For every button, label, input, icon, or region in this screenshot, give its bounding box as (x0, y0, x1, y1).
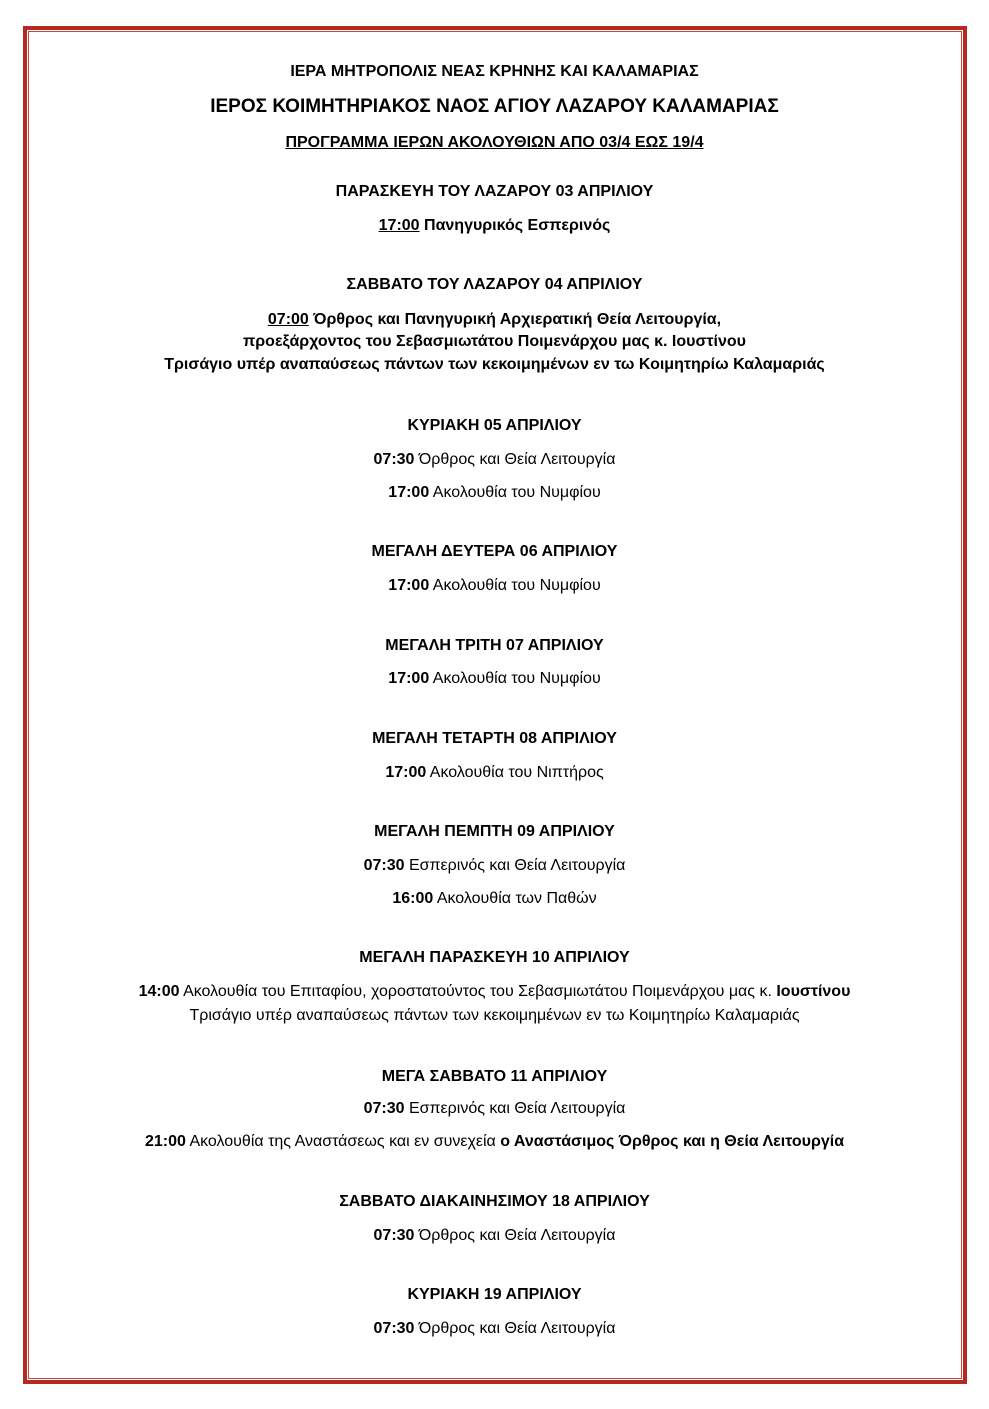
service-time: 17:00 (388, 577, 430, 594)
service-text: Ακολουθία της Αναστάσεως και εν συνεχεία (185, 1133, 501, 1150)
day-title: ΚΥΡΙΑΚΗ 05 ΑΠΡΙΛΙΟΥ (407, 417, 582, 434)
service-text: Όρθρος και Θεία Λειτουργία (414, 1320, 616, 1337)
service-time: 16:00 (392, 890, 434, 907)
service-text: Εσπερινός και Θεία Λειτουργία (404, 1100, 626, 1117)
day-title: ΜΕΓΑΛΗ ΠΕΜΠΤΗ 09 ΑΠΡΙΛΙΟΥ (374, 823, 615, 840)
service-time: 17:00 (385, 764, 427, 781)
day-title: ΜΕΓΑΛΗ ΤΡΙΤΗ 07 ΑΠΡΙΛΙΟΥ (385, 637, 604, 654)
day-title: ΠΑΡΑΣΚΕΥΗ ΤΟΥ ΛΑΖΑΡΟΥ 03 ΑΠΡΙΛΙΟΥ (335, 183, 654, 200)
service-time: 07:30 (363, 857, 405, 874)
service-item (30, 312, 959, 328)
day-title: ΚΥΡΙΑΚΗ 19 ΑΠΡΙΛΙΟΥ (407, 1286, 582, 1303)
service-text: Πανηγυρικός Εσπερινός (419, 217, 611, 234)
day-title: ΣΑΒΒΑΤΟ ΤΟΥ ΛΑΖΑΡΟΥ 04 ΑΠΡΙΛΙΟΥ (346, 276, 643, 293)
service-text: Ακολουθία του Νυμφίου (429, 670, 601, 687)
service-item (30, 452, 959, 468)
service-time: 07:30 (363, 1100, 405, 1117)
day-title: ΜΕΓΑΛΗ ΔΕΥΤΕΡΑ 06 ΑΠΡΙΛΙΟΥ (371, 543, 618, 560)
church-title: ΙΕΡΟΣ ΚΟΙΜΗΤΗΡΙΑΚΟΣ ΝΑΟΣ ΑΓΙΟΥ ΛΑΖΑΡΟΥ ΚΑΛΑΜΑΡΙΑΣ (210, 96, 779, 117)
service-text: Όρθρος και Πανηγυρική Αρχιερατική Θεία Λειτουργία, (308, 311, 722, 328)
service-time: 07:30 (373, 1227, 415, 1244)
schedule-title: ΠΡΟΓΡΑΜΜΑ ΙΕΡΩΝ ΑΚΟΛΟΥΘΙΩΝ ΑΠΟ 03/4 ΕΩΣ 19/4 (285, 134, 704, 151)
service-text-line: Τρισάγιο υπέρ αναπαύσεως πάντων των κεκοιμημένων εν τω Κοιμητηρίω Καλαμαριάς (164, 356, 825, 373)
service-item (30, 858, 959, 874)
service-text: Ακολουθία του Νυμφίου (429, 577, 601, 594)
service-time: 17:00 (378, 217, 420, 234)
day-title: ΜΕΓΑΛΗ ΤΕΤΑΡΤΗ 08 ΑΠΡΙΛΙΟΥ (372, 730, 617, 747)
service-item (30, 578, 959, 594)
service-time: 21:00 (144, 1133, 186, 1150)
service-item (30, 1228, 959, 1244)
service-time: 17:00 (388, 670, 430, 687)
service-text: Εσπερινός και Θεία Λειτουργία (404, 857, 626, 874)
service-text: Ακολουθία του Επιταφίου, χοροστατούντος του Σεβασμιωτάτου Ποιμενάρχου μας κ. (179, 983, 777, 1000)
service-text: Ακολουθία του Νιπτήρος (426, 764, 604, 781)
service-time: 17:00 (388, 484, 430, 501)
service-text-line: Τρισάγιο υπέρ αναπαύσεως πάντων των κεκοιμημένων εν τω Κοιμητηρίω Καλαμαριάς (189, 1007, 800, 1024)
service-item (30, 891, 959, 907)
day-title: ΣΑΒΒΑΤΟ ΔΙΑΚΑΙΝΗΣΙΜΟΥ 18 ΑΠΡΙΛΙΟΥ (339, 1193, 650, 1210)
service-text: Ακολουθία του Νυμφίου (429, 484, 601, 501)
service-item (30, 485, 959, 501)
service-item (30, 1134, 959, 1150)
service-item (30, 218, 959, 234)
service-item (30, 984, 959, 1000)
service-text: Ακολουθία των Παθών (433, 890, 597, 907)
service-text: Όρθρος και Θεία Λειτουργία (414, 451, 616, 468)
service-item (30, 1321, 959, 1337)
service-item (30, 671, 959, 687)
service-text-line: προεξάρχοντος του Σεβασμιωτάτου Ποιμενάρχου μας κ. Ιουστίνου (243, 333, 746, 350)
service-time: 14:00 (138, 983, 180, 1000)
service-item (30, 765, 959, 781)
service-time: 07:30 (373, 1320, 415, 1337)
service-text: Όρθρος και Θεία Λειτουργία (414, 1227, 616, 1244)
day-title: ΜΕΓΑΛΗ ΠΑΡΑΣΚΕΥΗ 10 ΑΠΡΙΛΙΟΥ (359, 949, 630, 966)
service-item (30, 1101, 959, 1117)
service-time: 07:30 (373, 451, 415, 468)
diocese-title: ΙΕΡΑ ΜΗΤΡΟΠΟΛΙΣ ΝΕΑΣ ΚΡΗΝΗΣ ΚΑΙ ΚΑΛΑΜΑΡΙΑΣ (290, 63, 699, 80)
service-time: 07:00 (267, 311, 309, 328)
day-title: ΜΕΓΑ ΣΑΒΒΑΤΟ 11 ΑΠΡΙΛΙΟΥ (381, 1068, 608, 1085)
bishop-name: Ιουστίνου (776, 983, 851, 1000)
service-bold-text: ο Αναστάσιμος Όρθρος και η Θεία Λειτουργία (500, 1133, 845, 1150)
